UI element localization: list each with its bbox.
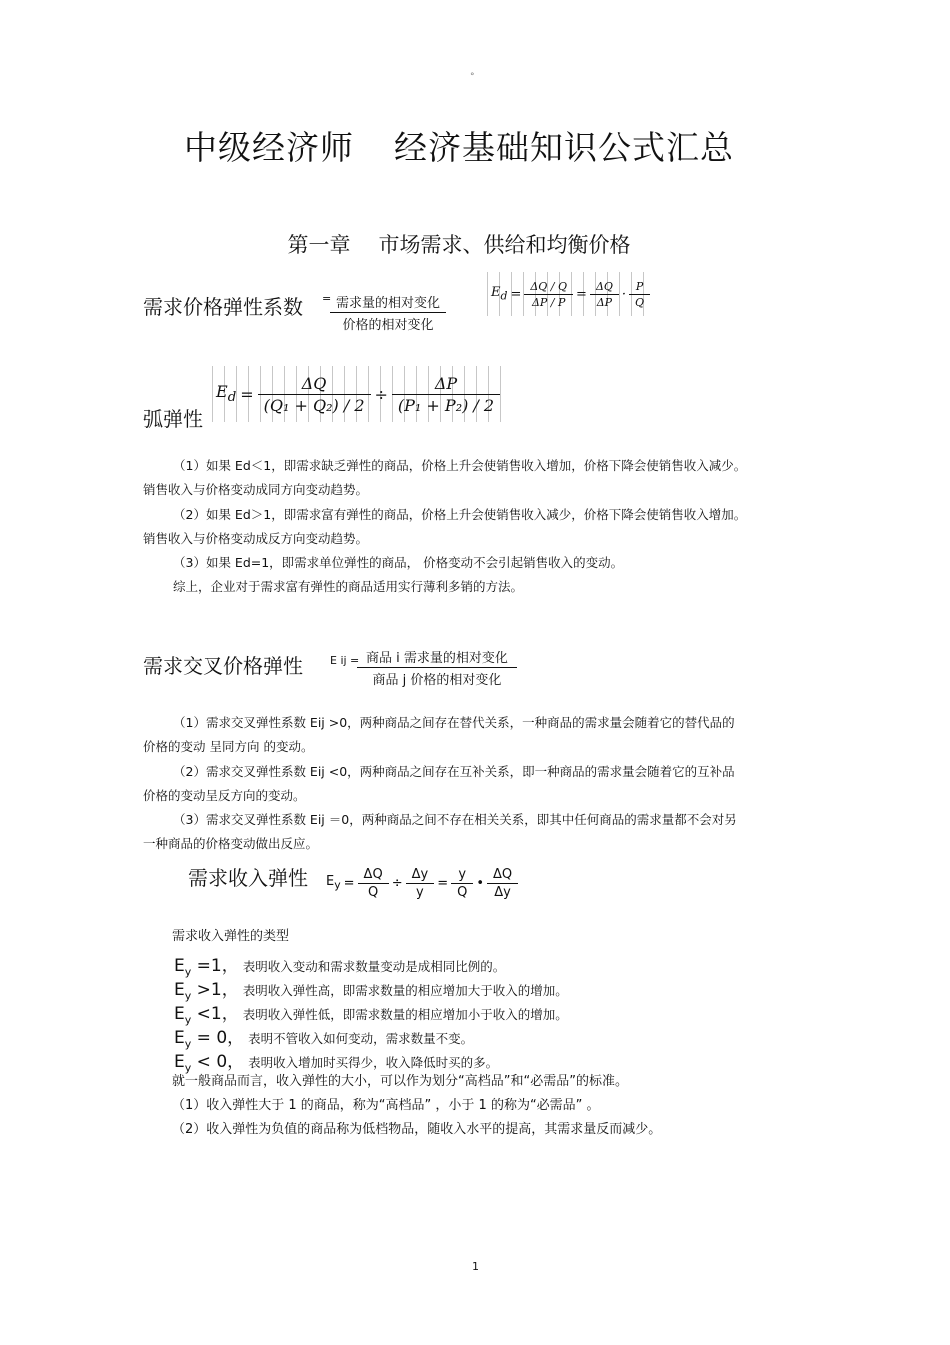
formula-eq: = <box>576 286 587 302</box>
income-elasticity-heading: 需求收入弹性 <box>188 866 308 890</box>
cross-elasticity-heading: 需求交叉价格弹性 <box>143 654 303 678</box>
formula-frac-2: $\frac{\Delta y}{y}$ <box>406 867 435 900</box>
chapter-name: 市场需求、供给和均衡价格 <box>378 233 631 257</box>
title-part1: 中级经济师 <box>184 128 354 167</box>
income-type-1: $E_y =1$， 表明收入变动和需求数量变动是成相同比例的。 <box>174 956 506 979</box>
formula-frac-3: $\frac{y}{Q}$ <box>451 867 473 900</box>
formula-frac-3: $\frac{P}{Q}$ <box>629 280 650 309</box>
formula-divide: ÷ <box>391 875 403 891</box>
header-mark: ° <box>470 72 475 82</box>
income-type-4: $E_y = 0$， 表明不管收入如何变动，需求数量不变。 <box>174 1028 474 1051</box>
formula-lhs: $E_d$ <box>216 382 237 406</box>
cross-elasticity-lhs: E ij = <box>330 654 360 667</box>
formula-lhs: $E_d$ <box>491 285 508 303</box>
price-elasticity-fraction <box>330 292 446 333</box>
title-part2: 经济基础知识公式汇总 <box>394 128 734 167</box>
formula-frac-1: $\frac{\Delta Q}{\text{(Q₁ + Q₂) / 2}}$ <box>258 374 371 415</box>
formula-frac-1: $\frac{\Delta Q / Q}{\Delta P / P}$ <box>524 280 573 309</box>
cross-elasticity-numerator: 商品 i 需求量的相对变化 <box>357 647 517 668</box>
price-elasticity-heading: 需求价格弹性系数 <box>143 295 303 319</box>
formula-dot: • <box>476 875 484 891</box>
cross-elasticity-fraction <box>357 647 517 688</box>
price-case-2: （2）如果 Ed＞1，即需求富有弹性的商品，价格上升会使销售收入减少，价格下降会使销售收入增加。 销售收入与价格变动成反方向变动趋势。 <box>143 507 747 546</box>
cross-elasticity-denominator: 商品 j 价格的相对变化 <box>372 673 502 688</box>
income-types-title: 需求收入弹性的类型 <box>172 929 290 944</box>
income-elasticity-formula <box>326 862 518 904</box>
formula-dot: · <box>621 286 627 302</box>
arc-elasticity-heading: 弧弹性 <box>143 407 203 431</box>
chapter-number: 第一章 <box>287 233 351 257</box>
income-note-2: （1）收入弹性大于 1 的商品，称为“高档品” ，小于 1 的称为“必需品” 。 <box>172 1098 600 1113</box>
formula-frac-2: $\frac{\Delta Q}{\Delta P}$ <box>590 280 619 309</box>
cross-case-2: （2）需求交叉弹性系数 Eij <0，两种商品之间存在互补关系，即一种商品的需求量会随着它的互补品 价格的变动呈反方向的变动。 <box>143 764 735 803</box>
chapter-heading <box>0 229 918 259</box>
page-title <box>0 122 918 169</box>
price-elasticity-numerator: 需求量的相对变化 <box>330 292 446 313</box>
price-elasticity-formula <box>487 272 654 316</box>
price-elasticity-eq: = <box>322 292 332 305</box>
income-type-2: $E_y >1$， 表明收入弹性高，即需求数量的相应增加大于收入的增加。 <box>174 980 568 1003</box>
formula-frac-2: $\frac{\Delta P}{\text{(P₁ + P₂) / 2}}$ <box>392 374 500 415</box>
income-note-3: （2）收入弹性为负值的商品称为低档物品，随收入水平的提高，其需求量反而减少。 <box>172 1122 662 1137</box>
income-type-5: $E_y < 0$， 表明收入增加时买得少，收入降低时买的多。 <box>174 1052 499 1075</box>
price-case-1: （1）如果 Ed＜1，即需求缺乏弹性的商品，价格上升会使销售收入增加，价格下降会使销售收入减少。 销售收入与价格变动成同方向变动趋势。 <box>143 458 747 497</box>
formula-frac-4: $\frac{\Delta Q}{\Delta y}$ <box>487 867 518 900</box>
formula-divide: ÷ <box>374 384 388 404</box>
arc-elasticity-formula <box>212 366 504 422</box>
formula-eq: = <box>510 286 522 302</box>
formula-eq: = <box>240 384 254 404</box>
cross-case-1: （1）需求交叉弹性系数 Eij >0，两种商品之间存在替代关系，一种商品的需求量会随着它的替代品的 价格的变动 呈同方向 的变动。 <box>143 715 735 754</box>
cross-case-3: （3）需求交叉弹性系数 Eij ＝0，两种商品之间不存在相关关系，即其中任何商品的需求量都不会对另 一种商品的价格变动做出反应。 <box>143 812 737 851</box>
income-type-3: $E_y <1$， 表明收入弹性低，即需求数量的相应增加小于收入的增加。 <box>174 1004 568 1027</box>
price-case-3: （3）如果 Ed=1，即需求单位弹性的商品， 价格变动不会引起销售收入的变动。 <box>173 555 624 570</box>
formula-lhs: $E_y$ <box>326 874 341 892</box>
page-number: 1 <box>472 1260 479 1273</box>
formula-eq: = <box>437 875 449 891</box>
income-note-1: 就一般商品而言，收入弹性的大小，可以作为划分“高档品”和“必需品”的标准。 <box>172 1074 628 1089</box>
formula-eq: = <box>343 875 355 891</box>
price-elasticity-denominator: 价格的相对变化 <box>342 318 434 333</box>
price-summary: 综上，企业对于需求富有弹性的商品适用实行薄利多销的方法。 <box>173 579 524 594</box>
formula-frac-1: $\frac{\Delta Q}{Q}$ <box>358 867 389 900</box>
